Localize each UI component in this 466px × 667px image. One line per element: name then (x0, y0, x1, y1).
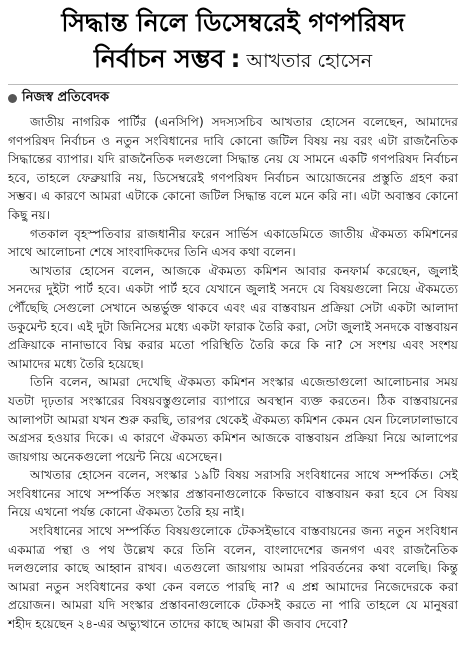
headline-separator: : (230, 44, 241, 73)
article-paragraph: আখতার হোসেন বলেন, আজকে ঐকমত্য কমিশন আবার কনফার্ম করেছেন, জুলাই সনদের দুইটা পার্ট হবে। একটা পার্ট হবে যেখানে জুলাই সনদে যে বিষয়গুলো নিয়ে ঐকমত্যে পৌঁছেছি সেগুলো সেখানে অন্তর্ভুক্ত থাকবে এবং এর বাস্তবায়ন প্রক্রিয়া সেটা একটা আলাদা ডকুমেন্ট হবে। এই দুটা জিনিসের মধ্যে একটা ফারাক তৈরি করা, সেটা জুলাই সনদকে বাস্তবায়ন প্রক্রিয়াকে নানাভাবে বিঘ্ন করার মতো পরিস্থিতি তৈরি করে কি না? সে সংশয় এবং সংশয় আমাদের মধ্যে তৈরি হয়েছে। (8, 263, 458, 371)
byline-row (8, 84, 458, 107)
headline-line-1: সিদ্ধান্ত নিলে ডিসেম্বরেই গণপরিষদ (61, 8, 405, 37)
headline-line-2 (8, 42, 458, 78)
article-paragraph: জাতীয় নাগরিক পার্টির (এনসিপি) সদস্যসচিব আখতার হোসেন বলেছেন, আমাদের গণপরিষদ নির্বাচন ও নতুন সংবিধানের দাবি কোনো জটিল বিষয় নয় বরং এটা রাজনৈতিক সিদ্ধান্তের ব্যাপার। যদি রাজনৈতিক দলগুলো সিদ্ধান্ত নেয় যে সামনে একটি গণপরিষদ নির্বাচন হবে, তাহলে ফেব্রুয়ারি নয়, ডিসেম্বরেই গণপরিষদ নির্বাচন আয়োজনের প্রস্তুতি গ্রহণ করা সম্ভব। এ কারণে আমরা এটাকে কোনো জটিল সিদ্ধান্ত বলে মনে করি না। এটা অবাস্তব কোনো কিছু নয়। (8, 115, 458, 222)
headline-main-text: নির্বাচন সম্ভব (93, 44, 225, 73)
article-paragraph: সংবিধানের সাথে সম্পর্কিত বিষয়গুলোকে টেকসইভাবে বাস্তবায়নের জন্য নতুন সংবিধান একমাত্র পন্থা ও পথ উল্লেখ করে তিনি বলেন, বাংলাদেশের জনগণ এবং রাজনৈতিক দলগুলোর কাছে আহ্বান রাখব। এতগুলো জায়গায় আমরা পরিবর্তনের কথা বলেছি। কিন্তু আমরা নতুন সংবিধানের কথা কেন বলতে পারছি না? এ প্রশ্ন আমাদের নিজেদেরকে করা প্রয়োজন। আমরা যদি সংস্কার প্রস্তাবনাগুলোকে টেকসই করতে না পারি তাহলে যে মানুষরা শহীদ হয়েছেন ২৪-এর অভ্যুত্থানে তাদের কাছে আমরা কী জবাব দেবো? (8, 524, 458, 632)
headline-author: আখতার হোসেন (246, 50, 373, 72)
headline (8, 6, 458, 78)
byline: নিজস্ব প্রতিবেদক (22, 90, 110, 105)
article-body (8, 113, 458, 634)
article-paragraph: তিনি বলেন, আমরা দেখেছি ঐকমত্য কমিশন সংস্কার এজেন্ডাগুলো আলোচনার সময় যতটা দৃঢ়তার সংস্কারের বিষয়বস্তুগুলোর ব্যাপারে অবস্থান ব্যক্ত করতেন। ঠিক বাস্তবায়নের আলাপটা আমরা যখন শুরু করছি, তারপর থেকেই ঐকমত্য কমিশন কেমন যেন ঢিলেঢালাভাবে অগ্রসর হওয়ার দিকে। এ কারণে ঐকমত্য কমিশন আজকে বাস্তবায়ন প্রক্রিয়া নিয়ে আলাপের জায়গায় অনেকগুলো পয়েন্ট নিয়ে এসেছেন। (8, 375, 458, 464)
article-paragraph: আখতার হোসেন বলেন, সংস্কার ১৯টি বিষয় সরাসরি সংবিধানের সাথে সম্পর্কিত। সেই সংবিধানের সাথে সম্পর্কিত সংস্কার প্রস্তাবনাগুলোকে কিভাবে বাস্তবায়ন করা হবে সে বিষয় নিয়ে এখনো পর্যন্ত কোনো ঐকমত্য তৈরি হয় নাই। (8, 468, 458, 520)
bullet-icon (8, 94, 17, 103)
article-paragraph: গতকাল বৃহস্পতিবার রাজধানীর ফরেন সার্ভিস একাডেমিতে জাতীয় ঐকমত্য কমিশনের সাথে আলোচনা শেষে সাংবাদিকদের তিনি এসব কথা বলেন। (8, 226, 458, 260)
